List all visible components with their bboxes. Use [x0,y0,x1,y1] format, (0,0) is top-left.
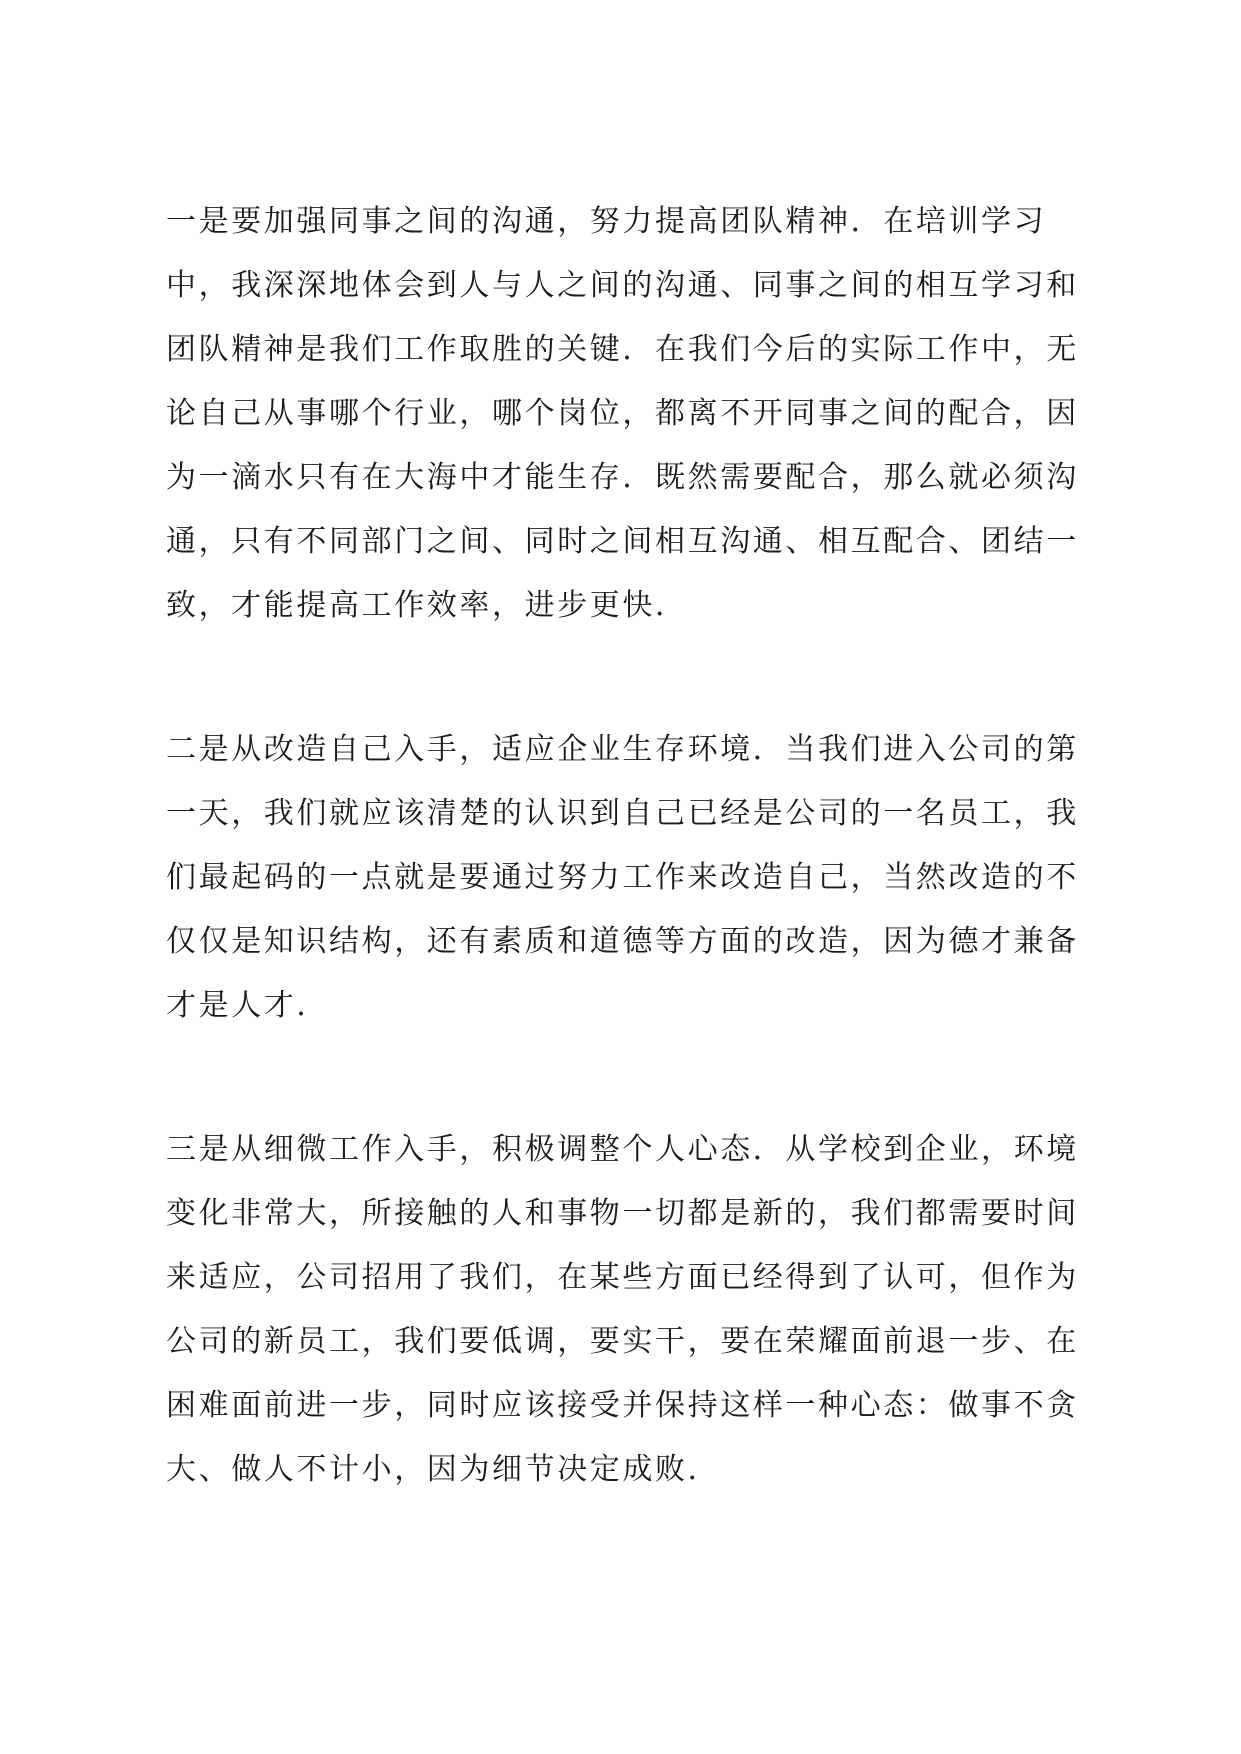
paragraph-line: 致，才能提高工作效率，进步更快． [166,588,688,623]
paragraph-line: 论自己从事哪个行业，哪个岗位，都离不开同事之间的配合，因 [166,396,1079,431]
paragraph-attitude-adjustment [166,1118,1079,1502]
paragraph-line: 一天，我们就应该清楚的认识到自己已经是公司的一名员工，我 [166,796,1079,831]
paragraph-line: 三是从细微工作入手，积极调整个人心态．从学校到企业，环境 [166,1132,1079,1167]
paragraph-line: 变化非常大，所接触的人和事物一切都是新的，我们都需要时间 [166,1196,1079,1231]
paragraph-line: 仅仅是知识结构，还有素质和道德等方面的改造，因为德才兼备 [166,924,1079,959]
paragraph-line: 一是要加强同事之间的沟通，努力提高团队精神．在培训学习 [166,204,1047,239]
paragraph-self-improvement [166,718,1079,1038]
paragraph-line: 们最起码的一点就是要通过努力工作来改造自己，当然改造的不 [166,860,1079,895]
paragraph-line: 二是从改造自己入手，适应企业生存环境．当我们进入公司的第 [166,732,1079,767]
paragraph-line: 来适应，公司招用了我们，在某些方面已经得到了认可，但作为 [166,1260,1079,1295]
paragraph-line: 公司的新员工，我们要低调，要实干，要在荣耀面前退一步、在 [166,1324,1079,1359]
paragraph-line: 才是人才． [166,988,329,1023]
paragraph-line: 困难面前进一步，同时应该接受并保持这样一种心态：做事不贪 [166,1388,1079,1423]
paragraph-line: 大、做人不计小，因为细节决定成败． [166,1452,721,1487]
paragraph-line: 为一滴水只有在大海中才能生存．既然需要配合，那么就必须沟 [166,460,1079,495]
paragraph-team-communication [166,190,1079,638]
paragraph-line: 团队精神是我们工作取胜的关键．在我们今后的实际工作中，无 [166,332,1079,367]
paragraph-line: 通，只有不同部门之间、同时之间相互沟通、相互配合、团结一 [166,524,1079,559]
paragraph-line: 中，我深深地体会到人与人之间的沟通、同事之间的相互学习和 [166,268,1079,303]
